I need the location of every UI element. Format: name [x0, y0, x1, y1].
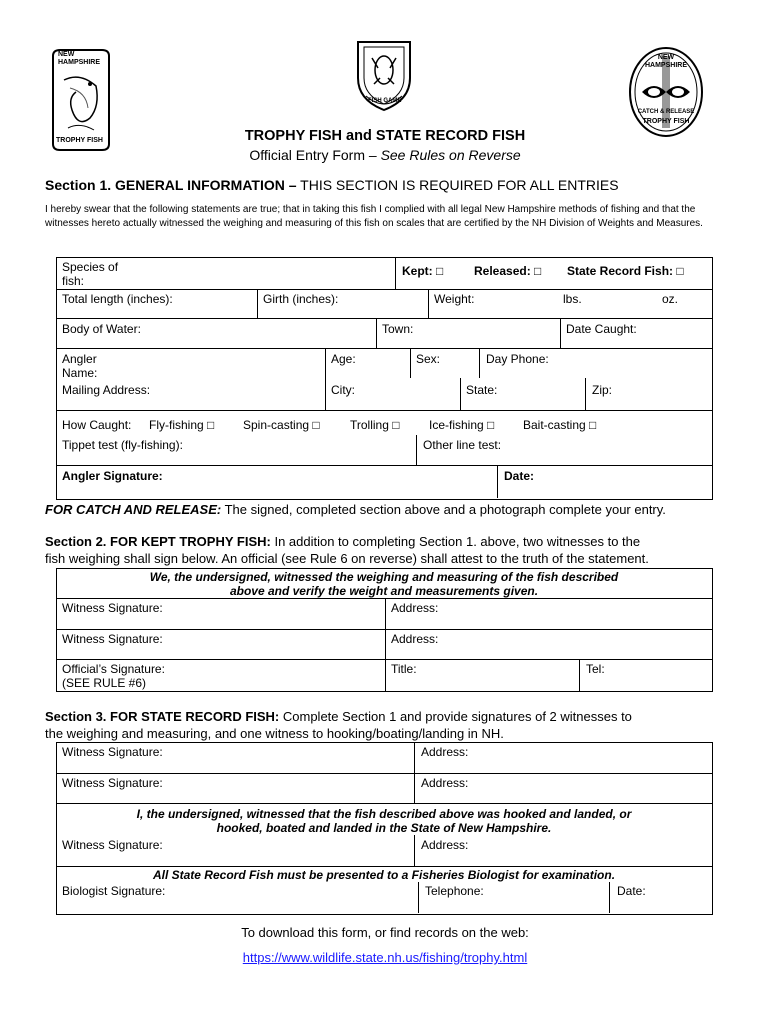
checkbox-bait-casting[interactable]: Bait-casting □: [523, 418, 597, 432]
section2-heading-bold: Section 2. FOR KEPT TROPHY FISH:: [45, 534, 271, 549]
checkbox-fly-fishing[interactable]: Fly-fishing □: [149, 418, 215, 432]
label-s3-date: Date:: [617, 884, 646, 898]
label-species: Species of fish:: [62, 260, 119, 288]
label-lbs: lbs.: [563, 292, 582, 306]
logo-left-top: NEW: [58, 51, 75, 58]
label-body-of-water: Body of Water:: [62, 322, 141, 336]
logo-right-top: NEW: [657, 54, 675, 61]
label-town: Town:: [382, 322, 414, 336]
section1-heading-rest: THIS SECTION IS REQUIRED FOR ALL ENTRIES: [296, 177, 619, 193]
label-s3-address3: Address:: [421, 838, 469, 852]
section3-hooked-line1: I, the undersigned, witnessed that the fish described above was hooked and landed, or: [136, 807, 632, 821]
label-officials-signature: Official’s Signature:: [62, 662, 165, 676]
label-girth: Girth (inches):: [263, 292, 339, 306]
label-s3-witness1: Witness Signature:: [62, 745, 163, 759]
catch-release-rest: The signed, completed section above and a photograph complete your entry.: [221, 502, 666, 517]
label-angler-signature: Angler Signature:: [62, 469, 163, 483]
logo-left-bottom: TROPHY FISH: [56, 137, 103, 144]
section1-oath: I hereby swear that the following statements are true; that in taking this fish I complied with all legal New Hampshire methods of fishing and that the witnesses hereto actually witnessed the weighing and measuring of this fish on scales that are certified by the NH Division of Weights and Measures.: [45, 204, 703, 229]
section2-heading-line2: fish weighing shall sign below. An official (see Rule 6 on reverse) shall attest to the truth of the statement.: [45, 551, 649, 566]
section2-heading-rest: In addition to completing Section 1. above, two witnesses to the: [270, 534, 641, 549]
label-tippet-test: Tippet test (fly-fishing):: [62, 438, 183, 452]
label-s3-address2: Address:: [421, 776, 469, 790]
label-s3-telephone: Telephone:: [425, 884, 484, 898]
section3-heading: [45, 709, 632, 725]
label-s2-title: Title:: [391, 662, 417, 676]
catch-release-note: [45, 502, 666, 518]
label-s2-witness1: Witness Signature:: [62, 601, 163, 615]
label-sex: Sex:: [416, 352, 441, 366]
label-angler-date: Date:: [504, 469, 535, 483]
section2-attest-line1: We, the undersigned, witnessed the weighing and measuring of the fish described: [149, 570, 619, 584]
label-other-line-test: Other line test:: [423, 438, 502, 452]
logo-left-top2: HAMPSHIRE: [58, 59, 101, 66]
section3-heading-line2: the weighing and measuring, and one witness to hooking/boating/landing in NH.: [45, 726, 504, 741]
logo-right-top2: HAMPSHIRE: [644, 62, 687, 69]
download-link-wrap: [0, 950, 770, 965]
section3-biologist-note: All State Record Fish must be presented to a Fisheries Biologist for examination.: [152, 868, 616, 882]
label-day-phone: Day Phone:: [486, 352, 549, 366]
label-biologist-signature: Biologist Signature:: [62, 884, 166, 898]
label-see-rule-6: (SEE RULE #6): [62, 676, 147, 690]
logo-center-bottom: FISH GAME: [368, 98, 402, 104]
label-age: Age:: [331, 352, 356, 366]
label-s2-witness2: Witness Signature:: [62, 632, 163, 646]
section2-heading: [45, 534, 640, 550]
form-title: TROPHY FISH and STATE RECORD FISH: [244, 128, 526, 144]
label-s3-witness3: Witness Signature:: [62, 838, 163, 852]
logo-fish-and-game: [352, 38, 416, 114]
catch-release-bold: FOR CATCH AND RELEASE:: [45, 502, 222, 517]
label-s2-address2: Address:: [391, 632, 439, 646]
label-s2-tel: Tel:: [586, 662, 605, 676]
label-how-caught: How Caught:: [62, 418, 132, 432]
label-zip: Zip:: [592, 383, 613, 397]
subtitle-plain: Official Entry Form –: [249, 147, 381, 163]
checkbox-kept[interactable]: Kept: □: [402, 264, 444, 278]
trophy-records-link[interactable]: https://www.wildlife.state.nh.us/fishing/trophy.html: [242, 950, 528, 965]
label-s2-address1: Address:: [391, 601, 439, 615]
checkbox-trolling[interactable]: Trolling □: [350, 418, 400, 432]
checkbox-state-record[interactable]: State Record Fish: □: [567, 264, 684, 278]
logo-right-bottom: TROPHY FISH: [642, 118, 690, 125]
label-total-length: Total length (inches):: [62, 292, 173, 306]
label-date-caught: Date Caught:: [566, 322, 637, 336]
label-s3-address1: Address:: [421, 745, 469, 759]
label-state: State:: [466, 383, 498, 397]
section1-heading-bold: Section 1. GENERAL INFORMATION –: [45, 177, 297, 193]
checkbox-spin-casting[interactable]: Spin-casting □: [243, 418, 320, 432]
download-text: To download this form, or find records on the web:: [241, 925, 529, 940]
label-s3-witness2: Witness Signature:: [62, 776, 163, 790]
checkbox-released[interactable]: Released: □: [474, 264, 542, 278]
section2-attest-line2: above and verify the weight and measurements given.: [229, 584, 539, 598]
logo-catch-release-trophy: [628, 46, 704, 138]
section3-heading-bold: Section 3. FOR STATE RECORD FISH:: [45, 709, 280, 724]
form-subtitle: [0, 147, 770, 163]
label-mailing-address: Mailing Address:: [62, 383, 151, 397]
section1-heading: [45, 177, 619, 193]
section3-heading-rest: Complete Section 1 and provide signatures of 2 witnesses to: [279, 709, 632, 724]
section3-hooked-line2: hooked, boated and landed in the State of New Hampshire.: [216, 821, 552, 835]
checkbox-ice-fishing[interactable]: Ice-fishing □: [429, 418, 495, 432]
label-oz: oz.: [662, 292, 679, 306]
subtitle-italic: See Rules on Reverse: [380, 147, 521, 163]
logo-right-mid: CATCH & RELEASE: [637, 109, 695, 115]
label-angler-name: Angler Name:: [62, 352, 98, 380]
label-weight: Weight:: [434, 292, 475, 306]
label-city: City:: [331, 383, 355, 397]
